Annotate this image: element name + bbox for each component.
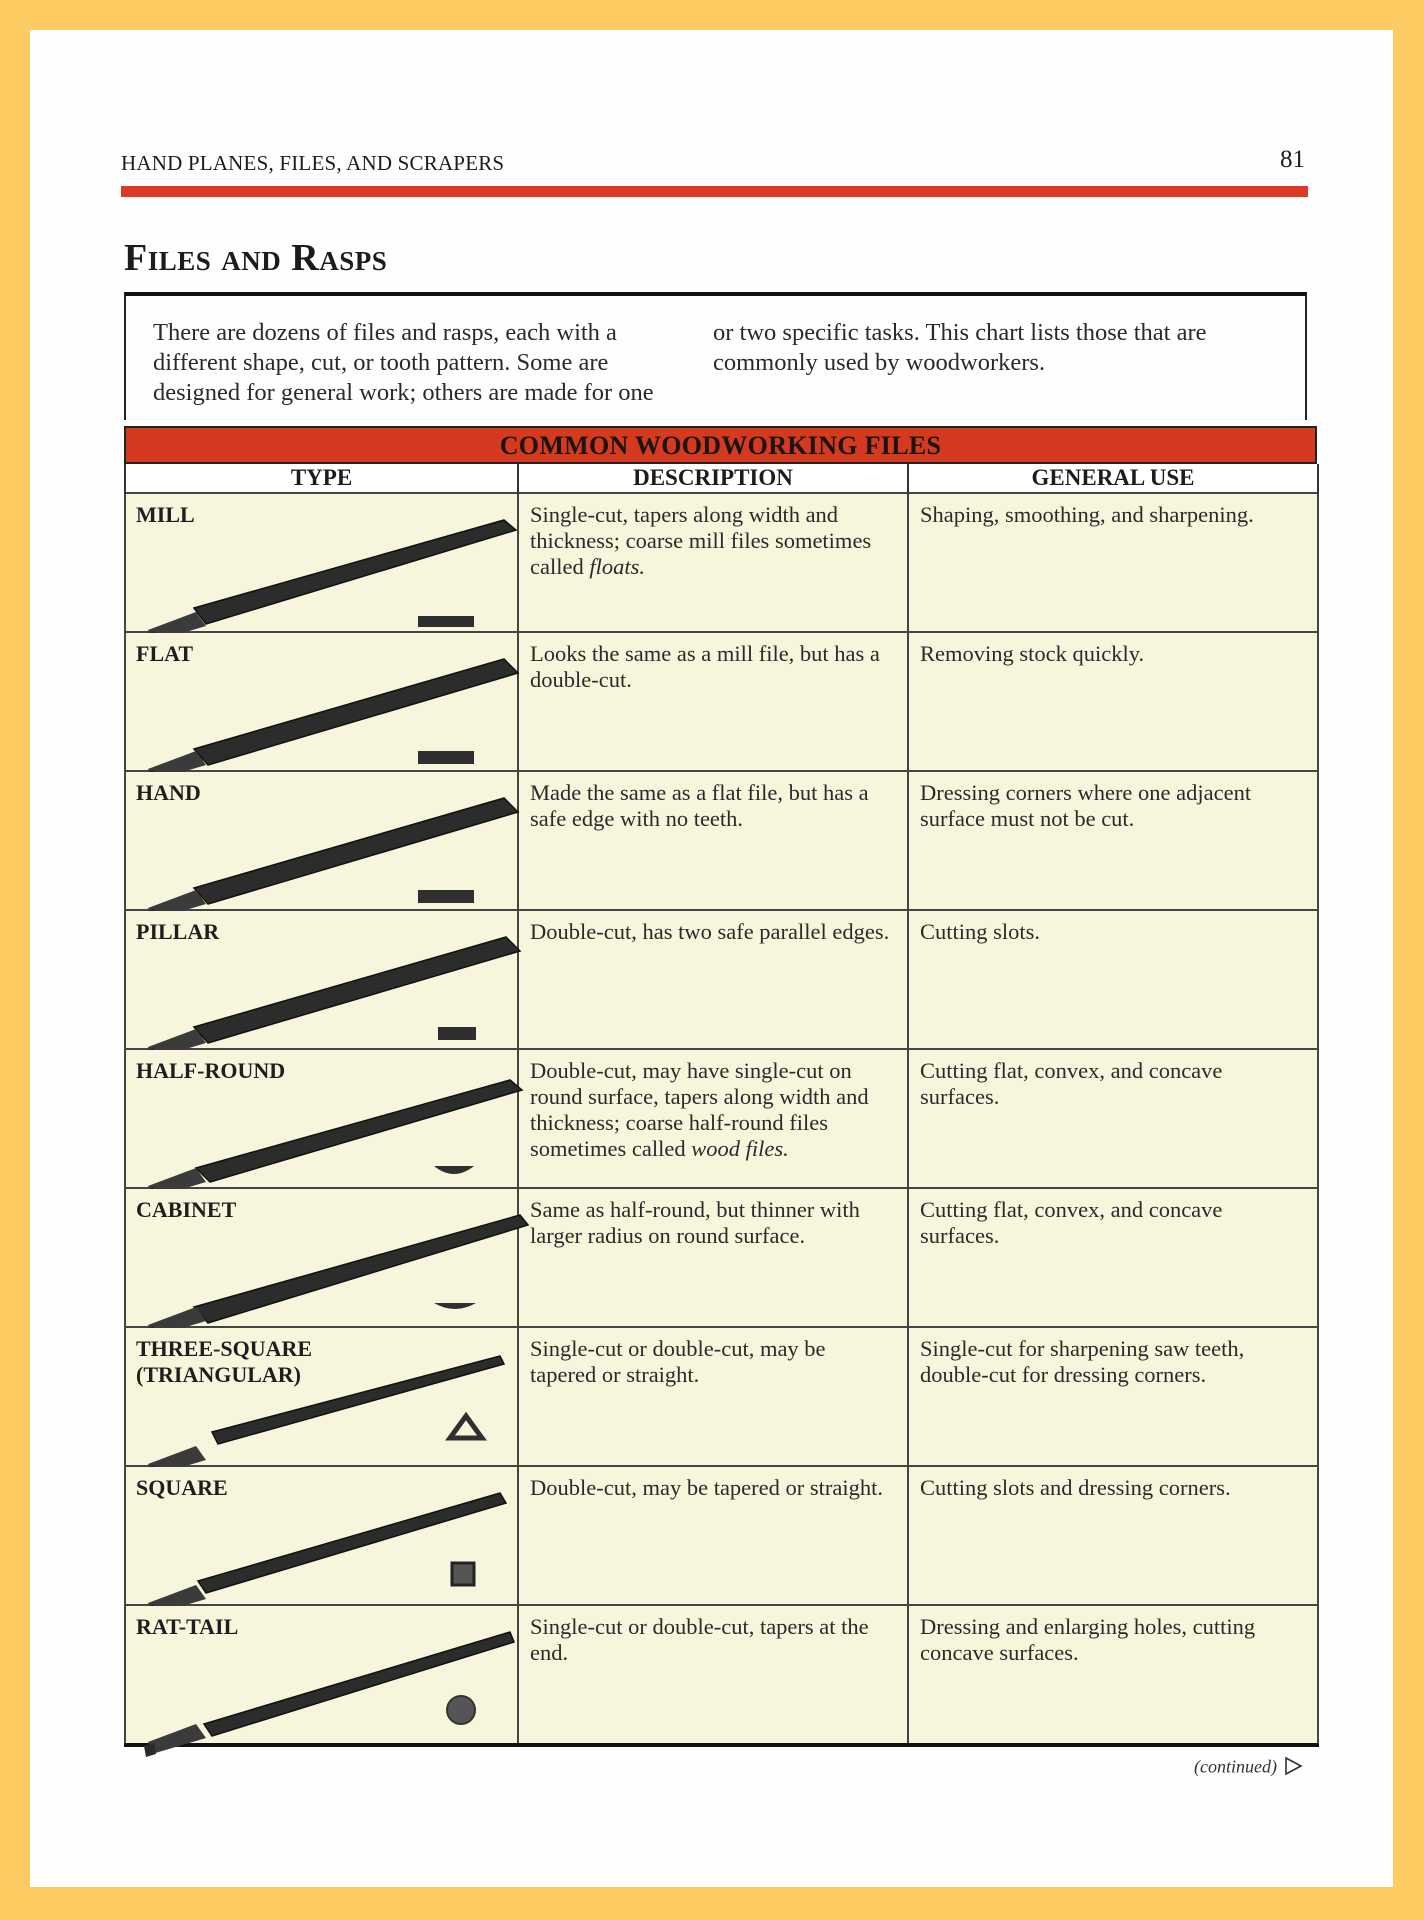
table-header-row [125, 464, 1318, 493]
file-type-name [136, 919, 219, 945]
type-cell [125, 910, 518, 1049]
file-type-name-line: CABINET [136, 1197, 237, 1222]
type-cell [125, 1188, 518, 1327]
file-type-name [136, 1336, 312, 1388]
intro-box [124, 292, 1307, 420]
description-cell [518, 1605, 908, 1745]
file-type-name-line: HALF-ROUND [136, 1058, 286, 1083]
file-type-name [136, 1614, 238, 1640]
page-number: 81 [1280, 146, 1305, 173]
file-type-name [136, 641, 193, 667]
table-row [125, 1605, 1318, 1745]
table-row [125, 1327, 1318, 1466]
general-use-cell [908, 1188, 1318, 1327]
continued-note [1194, 1756, 1303, 1781]
general-use-text: Dressing and enlarging holes, cutting concave surfaces. [920, 1614, 1256, 1665]
description-text: Single-cut, tapers along width and thickness; coarse mill files sometimes called floats. [530, 502, 872, 579]
files-chart [124, 426, 1317, 1747]
general-use-cell [908, 771, 1318, 910]
chart-title: COMMON WOODWORKING FILES [124, 426, 1317, 464]
general-use-cell [908, 1605, 1318, 1745]
type-cell [125, 1605, 518, 1745]
general-use-cell [908, 632, 1318, 771]
description-text: Looks the same as a mill file, but has a double-cut. [530, 641, 880, 692]
description-cell [518, 1188, 908, 1327]
general-use-text: Cutting slots and dressing corners. [920, 1475, 1231, 1500]
description-text: Double-cut, may have single-cut on round surface, tapers along width and thickness; coarse half-round files sometimes called wood files. [530, 1058, 869, 1161]
column-header-description: DESCRIPTION [518, 464, 908, 493]
continue-arrow-icon [1283, 1756, 1303, 1781]
general-use-text: Single-cut for sharpening saw teeth, double-cut for dressing corners. [920, 1336, 1245, 1387]
table-row [125, 1188, 1318, 1327]
description-cell [518, 493, 908, 632]
file-type-name [136, 780, 201, 806]
general-use-text: Cutting flat, convex, and concave surfaces. [920, 1197, 1223, 1248]
file-type-name [136, 502, 195, 528]
table-row [125, 771, 1318, 910]
type-cell [125, 1466, 518, 1605]
description-cell [518, 1466, 908, 1605]
file-type-name-line: HAND [136, 780, 201, 805]
description-cell [518, 1327, 908, 1466]
general-use-text: Shaping, smoothing, and sharpening. [920, 502, 1254, 527]
file-type-name-line: FLAT [136, 641, 194, 666]
general-use-text: Removing stock quickly. [920, 641, 1145, 666]
table-row [125, 910, 1318, 1049]
files-table [124, 464, 1319, 1747]
general-use-cell [908, 910, 1318, 1049]
general-use-cell [908, 1049, 1318, 1188]
general-use-cell [908, 1327, 1318, 1466]
file-type-name-line: (TRIANGULAR) [136, 1362, 301, 1387]
description-text: Same as half-round, but thinner with larger radius on round surface. [530, 1197, 860, 1248]
running-head: HAND PLANES, FILES, AND SCRAPERS [121, 151, 505, 175]
type-cell [125, 1327, 518, 1466]
book-page [30, 30, 1393, 1887]
file-type-name [136, 1197, 236, 1223]
type-cell [125, 1049, 518, 1188]
general-use-text: Cutting flat, convex, and concave surfaces. [920, 1058, 1223, 1109]
table-row [125, 1466, 1318, 1605]
description-text: Single-cut or double-cut, may be tapered or straight. [530, 1336, 826, 1387]
general-use-cell [908, 493, 1318, 632]
description-cell [518, 910, 908, 1049]
table-row [125, 1049, 1318, 1188]
description-cell [518, 632, 908, 771]
continued-label: (continued) [1194, 1756, 1277, 1777]
general-use-text: Cutting slots. [920, 919, 1041, 944]
description-text: Double-cut, has two safe parallel edges. [530, 919, 890, 944]
table-row [125, 632, 1318, 771]
file-type-name-line: RAT-TAIL [136, 1614, 239, 1639]
file-type-name [136, 1058, 285, 1084]
file-type-name [136, 1475, 228, 1501]
general-use-text: Dressing corners where one adjacent surface must not be cut. [920, 780, 1252, 831]
type-cell [125, 493, 518, 632]
section-title: Files and Rasps [124, 237, 388, 279]
red-rule [121, 186, 1308, 197]
description-text: Double-cut, may be tapered or straight. [530, 1475, 884, 1500]
description-text: Made the same as a flat file, but has a safe edge with no teeth. [530, 780, 869, 831]
type-cell [125, 771, 518, 910]
column-header-general-use: GENERAL USE [908, 464, 1318, 493]
table-row [125, 493, 1318, 632]
intro-text: There are dozens of files and rasps, each with a different shape, cut, or tooth pattern. Some are designed for general work; others are made for one or two specific tasks. This chart lists those that are commonly used by woodworkers. [153, 319, 1207, 406]
file-type-name-line: PILLAR [136, 919, 220, 944]
file-type-name-line: MILL [136, 502, 195, 527]
description-cell [518, 771, 908, 910]
general-use-cell [908, 1466, 1318, 1605]
file-type-name-line: THREE-SQUARE [136, 1336, 313, 1361]
description-text: Single-cut or double-cut, tapers at the end. [530, 1614, 869, 1665]
file-type-name-line: SQUARE [136, 1475, 228, 1500]
type-cell [125, 632, 518, 771]
column-header-type: TYPE [125, 464, 518, 493]
description-cell [518, 1049, 908, 1188]
